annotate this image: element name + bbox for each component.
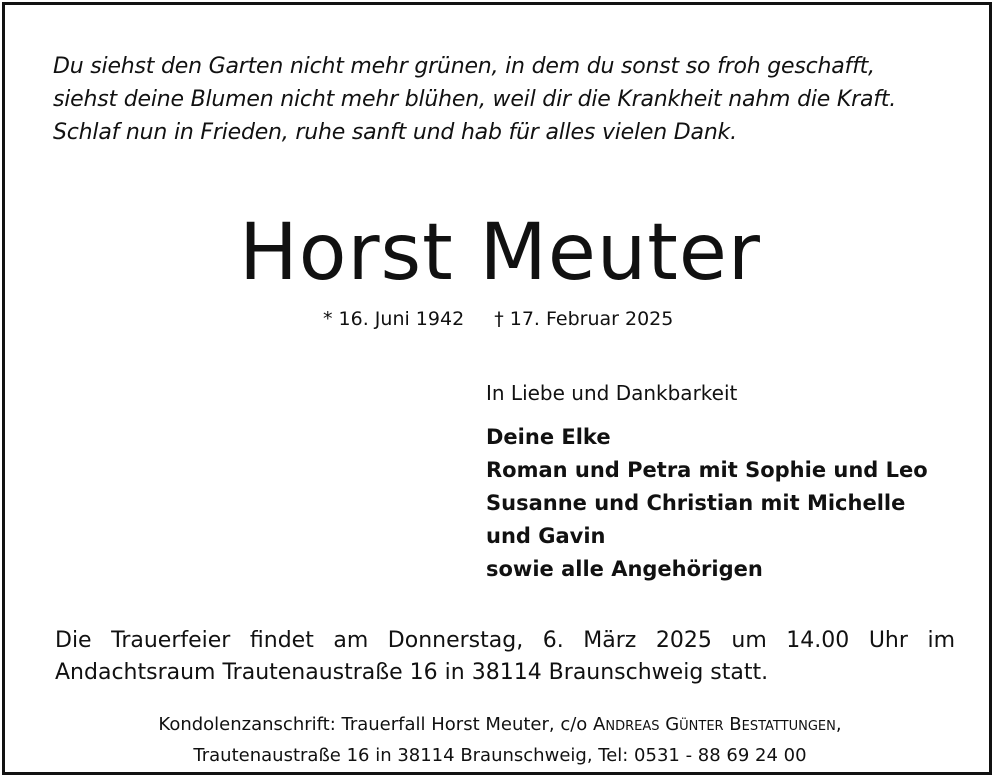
obituary-frame: [2, 2, 992, 775]
mourner-line: Roman und Petra mit Sophie und Leo: [486, 458, 928, 482]
ceremony-line: Andachtsraum Trautenaustraße 16 in 38114 Braunschweig statt.: [55, 660, 769, 685]
poem-line: siehst deine Blumen nicht mehr blühen, weil dir die Krankheit nahm die Kraft.: [53, 87, 896, 112]
mourners-list: [486, 421, 928, 586]
birth-date: * 16. Juni 1942: [323, 308, 465, 330]
poem: [53, 50, 973, 149]
poem-line: Schlaf nun in Frieden, ruhe sanft und hab für alles vielen Dank.: [53, 120, 737, 145]
mourners-intro: In Liebe und Dankbarkeit: [486, 381, 738, 405]
mourner-line: Susanne und Christian mit Michelle: [486, 491, 906, 515]
ceremony-line: Die Trauerfeier findet am Donnerstag, 6. März 2025 um 14.00 Uhr im: [55, 628, 955, 653]
death-date: † 17. Februar 2025: [494, 308, 674, 330]
condolence-suffix: ,: [835, 714, 842, 735]
life-dates: [323, 305, 673, 333]
ceremony-notice: [55, 625, 955, 689]
mourner-line: Deine Elke: [486, 425, 611, 449]
deceased-name: Horst Meuter: [239, 208, 761, 298]
condolence-prefix: Kondolenzanschrift: Trauerfall Horst Meuter, c/o: [158, 714, 594, 735]
funeral-home-name: Andreas Günter Bestattungen: [593, 714, 836, 735]
condolence-address: [5, 709, 995, 771]
mourner-line: und Gavin: [486, 524, 606, 548]
mourner-line: sowie alle Angehörigen: [486, 557, 763, 581]
condolence-line-2: Trautenaustraße 16 in 38114 Braunschweig, Tel: 0531 - 88 69 24 00: [193, 745, 807, 766]
condolence-line-1: [5, 709, 995, 740]
poem-line: Du siehst den Garten nicht mehr grünen, in dem du sonst so froh geschafft,: [53, 54, 875, 79]
